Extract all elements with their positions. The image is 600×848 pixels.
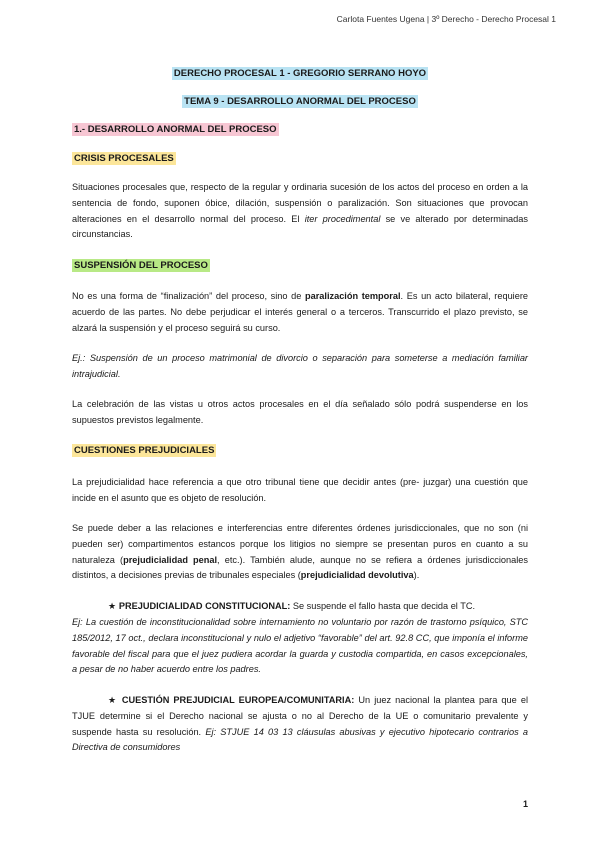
star-icon: ★ [108,695,118,705]
topic-title-text: TEMA 9 - DESARROLLO ANORMAL DEL PROCESO [184,96,416,107]
course-title [0,68,600,79]
europea-label: CUESTIÓN PREJUDICIAL EUROPEA/COMUNITARIA: [121,695,355,705]
prejudiciales-paragraph-2 [72,521,528,584]
topic-title [0,96,600,107]
suspension-paragraph [72,289,528,336]
prejudiciales-text-a: Se puede deber a las relaciones e interferencias entre diferentes órdenes jurisdiccionales, que no son (ni pueden ser) compartimentos estancos porque los litigios no siempre se presentan puros en cuanto a su naturaleza ( [72,523,528,565]
crisis-heading-text: CRISIS PROCESALES [74,153,174,164]
constitucional-label: PREJUDICIALIDAD CONSTITUCIONAL: [118,601,291,611]
crisis-text-a: Situaciones procesales que, respecto de la regular y ordinaria sucesión de los actos del proceso en orden a la sentencia de fondo, suponen óbice, dilación, suspensión o paralización. Son situaciones que provocan alteraciones en el desarrollo normal del proceso. El [72,182,528,224]
prejudiciales-heading-text: CUESTIONES PREJUDICIALES [74,445,215,456]
constitucional-item [108,601,475,612]
prejudiciales-text-bold-2: prejudicialidad devolutiva [300,570,414,581]
suspension-text-a: No es una forma de “finalización” del proceso, sino de [72,291,305,301]
prejudiciales-text-e: ). [413,570,420,581]
suspension-paragraph-2: La celebración de las vistas u otros actos procesales en el día señalado sólo podrá suspenderse en los supuestos previstos legalmente. [72,399,528,425]
running-header: Carlota Fuentes Ugena | 3º Derecho - Derecho Procesal 1 [336,14,556,24]
section-heading [72,124,279,135]
prejudiciales-paragraph-1: La prejudicialidad hace referencia a que otro tribunal tiene que decidir antes (pre- juzgar) una cuestión que incide en el asunto que es objeto de resolución. [72,477,528,503]
europea-text: Un juez nacional la plantea para que el TJUE determine si el Derecho nacional se ajusta o no al Derecho de la UE o comunitario prevalente y suspende hasta su resolución. [72,695,528,737]
prejudiciales-heading [72,445,216,456]
prejudiciales-text-bold-1: prejudicialidad penal [123,554,218,565]
star-icon: ★ [108,601,117,611]
crisis-paragraph [72,180,528,243]
course-title-text: DERECHO PROCESAL 1 - GREGORIO SERRANO HOYO [173,68,427,79]
suspension-text-bold: paralización temporal [304,291,401,301]
constitucional-example: Ej: La cuestión de inconstitucionalidad sobre internamiento no voluntario por razón de trastorno psíquico, STC 185/2012, 17 oct., declara inconstitucional y nulo el adjetivo “favorable” del art. 92.8 CC, que imponía el informe favorable del fiscal para que el juez pudiera acordar la guarda y custodia compartida, en casos excepcionales, a pesar de no haber acuerdo entre los padres. [72,617,528,675]
suspension-heading [72,260,210,271]
suspension-example: Ej.: Suspensión de un proceso matrimonial de divorcio o separación para someterse a mediación familiar intrajudicial. [72,353,528,379]
section-heading-text: 1.- DESARROLLO ANORMAL DEL PROCESO [74,124,277,135]
page-number: 1 [522,799,528,809]
suspension-heading-text: SUSPENSIÓN DEL PROCESO [74,260,208,271]
crisis-heading [72,153,176,164]
crisis-text-c: se ve alterado por determinadas circunstancias. [72,213,528,240]
suspension-text-c: . Es un acto bilateral, requiere acuerdo de las partes. No debe perjudicar el interés general o a terceros. Transcurrido el plazo previsto, se alzará la suspensión y el proceso seguirá su curso. [72,291,528,333]
europea-item [72,693,528,756]
prejudiciales-text-c: , etc.). También alude, aunque no se refiera a órdenes jurisdiccionales distintos, a decisiones previas de tribunales especiales ( [72,554,528,581]
europea-example: Ej: STJUE 14 03 13 cláusulas abusivas y ejecutivo hipotecario contrarios a Directiva de consumidores [72,726,528,753]
constitucional-text: Se suspende el fallo hasta que decida el TC. [290,601,476,611]
crisis-text-italic: iter procedimental [304,213,381,224]
